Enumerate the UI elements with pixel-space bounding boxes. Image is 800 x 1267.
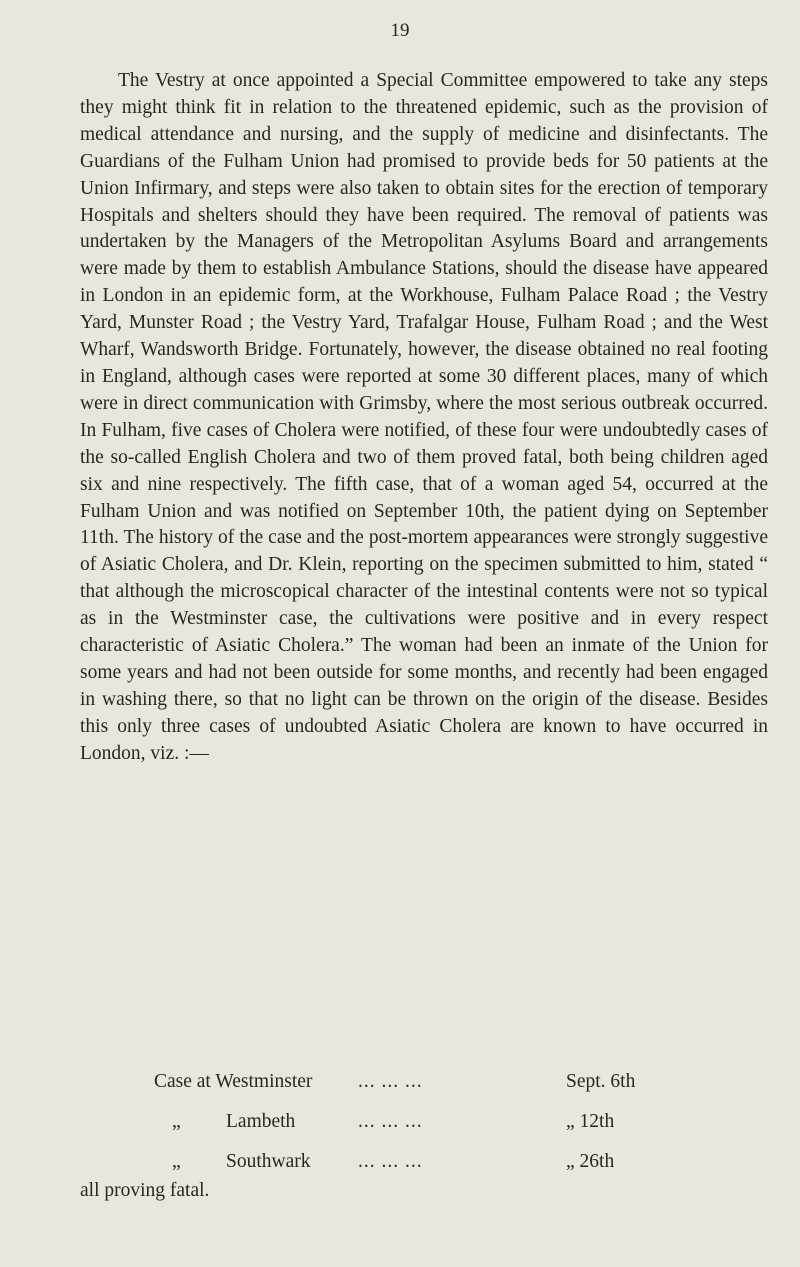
case-place-name: Southwark [226, 1151, 311, 1172]
case-date: „ 26th [566, 1151, 615, 1172]
case-row-lambeth [154, 1111, 674, 1151]
body-paragraph: The Vestry at once appointed a Special Committee empowered to take any steps they might think fit in relation to the threatened epidemic, such as the provision of medical attendance and nursing, and the supply of medicine and disinfectants. The Guardians of the Fulham Union had promised to provide beds for 50 patients at the Union Infirmary, and steps were also taken to obtain sites for the erection of temporary Hospitals and shelters should they have been required. The removal of patients was undertaken by the Managers of the Metropolitan Asylums Board and arrangements were made by them to establish Ambulance Stations, should the disease have appeared in London in an epidemic form, at the Workhouse, Fulham Palace Road ; the Vestry Yard, Munster Road ; the Vestry Yard, Trafalgar House, Fulham Road ; and the West Wharf, Wandsworth Bridge. Fortunately, however, the disease obtained no real footing in England, although cases were reported at some 30 different places, many of which were in direct communication with Grimsby, where the most serious outbreak occurred. In Fulham, five cases of Cholera were notified, of these four were undoubtedly cases of the so-called English Cholera and two of them proved fatal, both being children aged six and nine respectively. The fifth case, that of a woman aged 54, occurred at the Fulham Union and was notified on September 10th, the patient dying on September 11th. The history of the case and the post-mortem appearances were strongly suggestive of Asiatic Cholera, and Dr. Klein, reporting on the specimen submitted to him, stated “ that although the microscopical character of the intestinal contents were not so typical as in the Westminster case, the cultivations were positive and in every respect characteristic of Asiatic Cholera.” The woman had been an inmate of the Union for some years and had not been outside for some months, and recently had been engaged in washing there, so that no light can be thrown on the origin of the disease. Besides this only three cases of undoubted Asiatic Cholera are known to have occurred in London, viz. :— [80, 70, 768, 764]
closing-line: all proving fatal. [80, 1180, 210, 1201]
case-date: „ 12th [566, 1111, 615, 1132]
case-place-name: Lambeth [226, 1111, 296, 1132]
cases-list [154, 1071, 674, 1191]
case-place-name: Westminster [215, 1071, 313, 1092]
case-prefix: Case at [154, 1071, 211, 1092]
leader-dots: ... ... ... [358, 1151, 423, 1172]
ditto-mark: „ [172, 1151, 181, 1172]
case-row-westminster [154, 1071, 674, 1111]
case-row-southwark [154, 1151, 674, 1191]
leader-dots: ... ... ... [358, 1111, 423, 1132]
page-number: 19 [390, 20, 410, 41]
case-place [154, 1071, 312, 1093]
case-date: Sept. 6th [566, 1071, 636, 1092]
ditto-mark: „ [172, 1111, 181, 1132]
leader-dots: ... ... ... [358, 1071, 423, 1092]
